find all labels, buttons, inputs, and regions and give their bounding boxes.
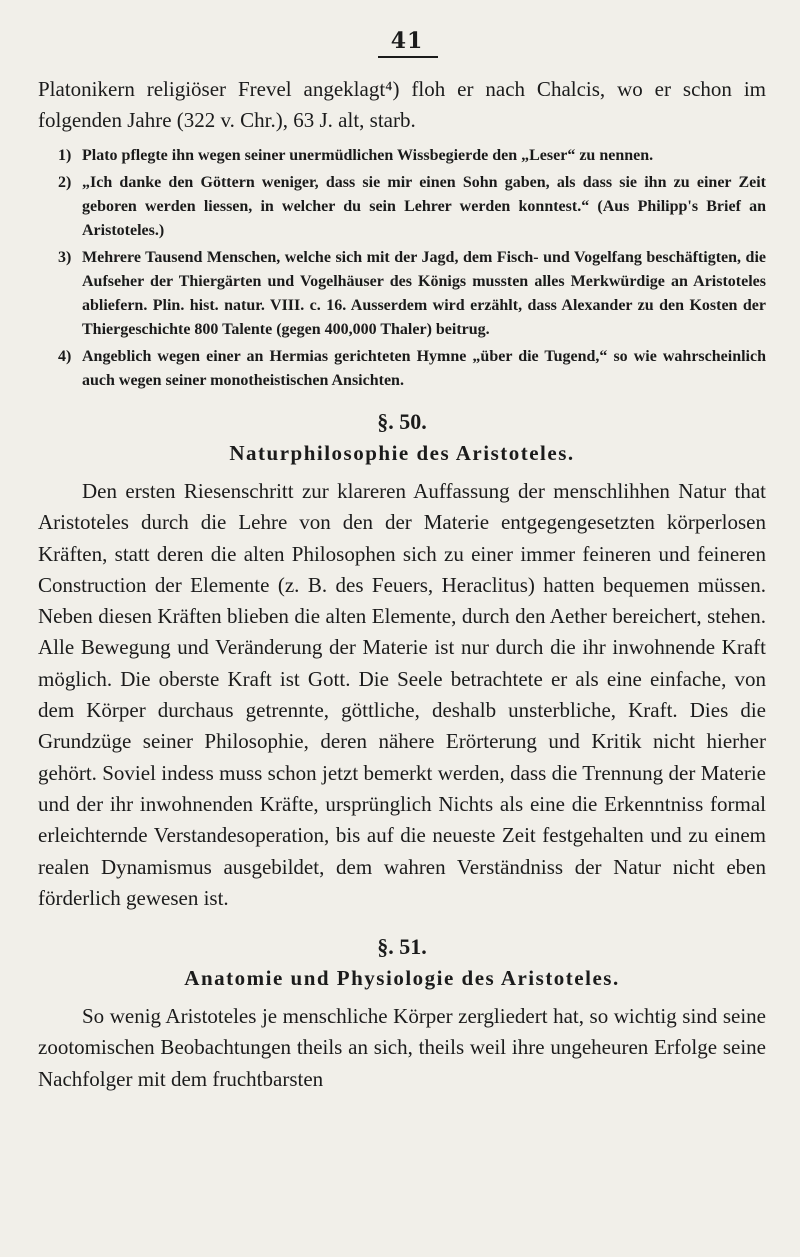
intro-text: Platonikern religiöser Frevel angeklagt⁴) floh er nach Chalcis, wo er schon im folgenden Jahre (322 v. Chr.), 63 J. alt, starb. [38, 77, 766, 132]
page-number: 41 [390, 28, 424, 54]
footnotes [38, 144, 766, 393]
footnote-number: 1) [58, 147, 72, 164]
section-51-body [38, 1001, 766, 1095]
section-51-paragraph: So wenig Aristoteles je menschliche Körper zergliedert hat, so wichtig sind seine zootomischen Beobachtungen theils an sich, theils weil ihre ungeheuren Erfolge seine Nachfolger mit dem fruchtbarsten [38, 1004, 766, 1091]
section-50-body [38, 476, 766, 914]
footnote-1 [38, 144, 766, 168]
section-50-paragraph: Den ersten Riesenschritt zur klareren Auffassung der menschlihhen Natur that Aristoteles durch die Lehre von den der Materie entgegengesetzten körperlosen Kräften, statt deren die alten Philosophen sich zu einer immer feineren und feineren Construction der Elemente (z. B. des Feuers, Heraclitus) hatten bequemen müssen. Neben diesen Kräften blieben die alten Elemente, durch den Aether bereichert, stehen. Alle Bewegung und Veränderung der Materie ist nur durch die ihr inwohnende Kraft möglich. Die oberste Kraft ist Gott. Die Seele betrachtete er als eine einfache, von dem Körper durchaus getrennte, göttliche, deshalb unsterbliche, Kraft. Dies die Grundzüge seiner Philosophie, deren nähere Erörterung und Kritik nicht hierher gehört. Soviel indess muss schon jetzt bemerkt werden, dass die Trennung der Materie und der ihr inwohnenden Kräfte, ursprünglich Nichts als eine die Erkenntniss formal erleichternde Verstandesoperation, bis auf die neueste Zeit festgehalten und zu einem realen Dynamismus ausgebildet, dem wahren Verständniss der Natur nicht eben förderlich gewesen ist. [38, 479, 766, 910]
footnote-text: „Ich danke den Göttern weniger, dass sie mir einen Sohn gaben, als dass sie ihn zu einer Zeit geboren werden liessen, in welcher du sein Lehrer werden konntest.“ (Aus Philipp's Brief an Aristoteles.) [82, 174, 766, 239]
header-rule [378, 56, 438, 58]
section-51-title: Anatomie und Physiologie des Aristoteles. [184, 966, 620, 991]
section-50-title: Naturphilosophie des Aristoteles. [229, 441, 575, 465]
intro-block [38, 74, 766, 136]
footnote-text: Angeblich wegen einer an Hermias gerichteten Hymne „über die Tugend,“ so wie wahrscheinlich auch wegen seiner monotheistischen Ansichten. [82, 348, 766, 389]
footnote-3 [38, 246, 766, 342]
footnote-number: 4) [58, 348, 72, 365]
section-51-number: §. 51. [377, 934, 427, 960]
footnote-text: Mehrere Tausend Menschen, welche sich mit der Jagd, dem Fisch- und Vogelfang beschäftigten, die Aufseher der Thiergärten und Vogelhäuser des Königs mussten alles Merkwürdige an Aristoteles abliefern. Plin. hist. natur. VIII. c. 16. Ausserdem wird erzählt, dass Alexander zu den Kosten der Thiergeschichte 800 Talente (gegen 400,000 Thaler) beitrug. [82, 249, 766, 338]
footnote-text: Plato pflegte ihn wegen seiner unermüdlichen Wissbegierde den „Leser“ zu nennen. [82, 147, 654, 164]
section-50-number: §. 50. [377, 409, 427, 434]
footnote-number: 2) [58, 174, 72, 191]
footnote-number: 3) [58, 249, 72, 266]
footnote-2 [38, 171, 766, 243]
footnote-4 [38, 345, 766, 393]
